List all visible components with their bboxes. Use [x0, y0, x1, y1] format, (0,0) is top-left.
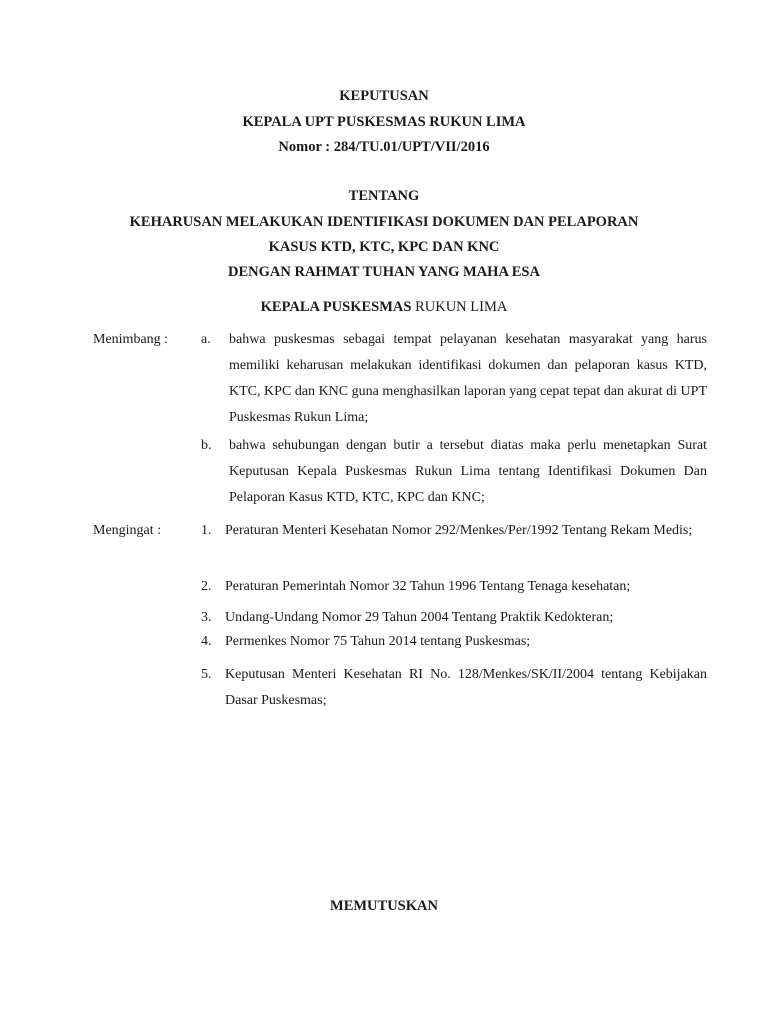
blessing-line: DENGAN RAHMAT TUHAN YANG MAHA ESA [228, 264, 540, 280]
decree-heading: KEPUTUSAN [339, 88, 429, 104]
menimbang-item-a: bahwa puskesmas sebagai tempat pelayanan kesehatan masyarakat yang harus memiliki keharusan melakukan identifikasi dokumen dan pelaporan kasus KTD, KTC, KPC dan KNC guna menghasilkan laporan yang cepat tepat dan akurat di UPT Puskesmas Rukun Lima; [229, 332, 707, 425]
menimbang-marker-a: a. [201, 332, 211, 347]
mengingat-item-2: Peraturan Pemerintah Nomor 32 Tahun 1996 Tentang Tenaga kesehatan; [225, 579, 631, 594]
decree-number: Nomor : 284/TU.01/UPT/VII/2016 [278, 139, 490, 155]
mengingat-item-1: Peraturan Menteri Kesehatan Nomor 292/Menkes/Per/1992 Tentang Rekam Medis; [225, 523, 693, 538]
mengingat-marker-3: 3. [201, 610, 212, 625]
signatory-line [0, 298, 768, 316]
subject-title-line1: KEHARUSAN MELAKUKAN IDENTIFIKASI DOKUMEN DAN PELAPORAN [129, 214, 639, 230]
issuer-heading: KEPALA UPT PUSKESMAS RUKUN LIMA [242, 114, 526, 130]
memutuskan-heading: MEMUTUSKAN [330, 898, 438, 914]
signatory-title: KEPALA PUSKESMAS [260, 299, 412, 315]
mengingat-label: Mengingat : [93, 523, 162, 538]
mengingat-item-3: Undang-Undang Nomor 29 Tahun 2004 Tentang Praktik Kedokteran; [225, 610, 614, 625]
mengingat-item-5: Keputusan Menteri Kesehatan RI No. 128/Menkes/SK/II/2004 tentang Kebijakan Dasar Puskesmas; [225, 667, 707, 708]
mengingat-item-4: Permenkes Nomor 75 Tahun 2014 tentang Puskesmas; [225, 634, 531, 649]
signatory-location: RUKUN LIMA [411, 299, 508, 315]
menimbang-label: Menimbang : [93, 332, 169, 347]
mengingat-marker-4: 4. [201, 634, 212, 649]
menimbang-item-b: bahwa sehubungan dengan butir a tersebut diatas maka perlu menetapkan Surat Keputusan Kepala Puskesmas Rukun Lima tentang Identifikasi Dokumen Dan Pelaporan Kasus KTD, KTC, KPC dan KNC; [229, 438, 707, 505]
mengingat-marker-5: 5. [201, 667, 212, 682]
mengingat-marker-1: 1. [201, 523, 212, 538]
mengingat-marker-2: 2. [201, 579, 212, 594]
menimbang-marker-b: b. [201, 438, 212, 453]
tentang-heading: TENTANG [348, 188, 420, 204]
subject-title-line2: KASUS KTD, KTC, KPC DAN KNC [268, 239, 500, 255]
